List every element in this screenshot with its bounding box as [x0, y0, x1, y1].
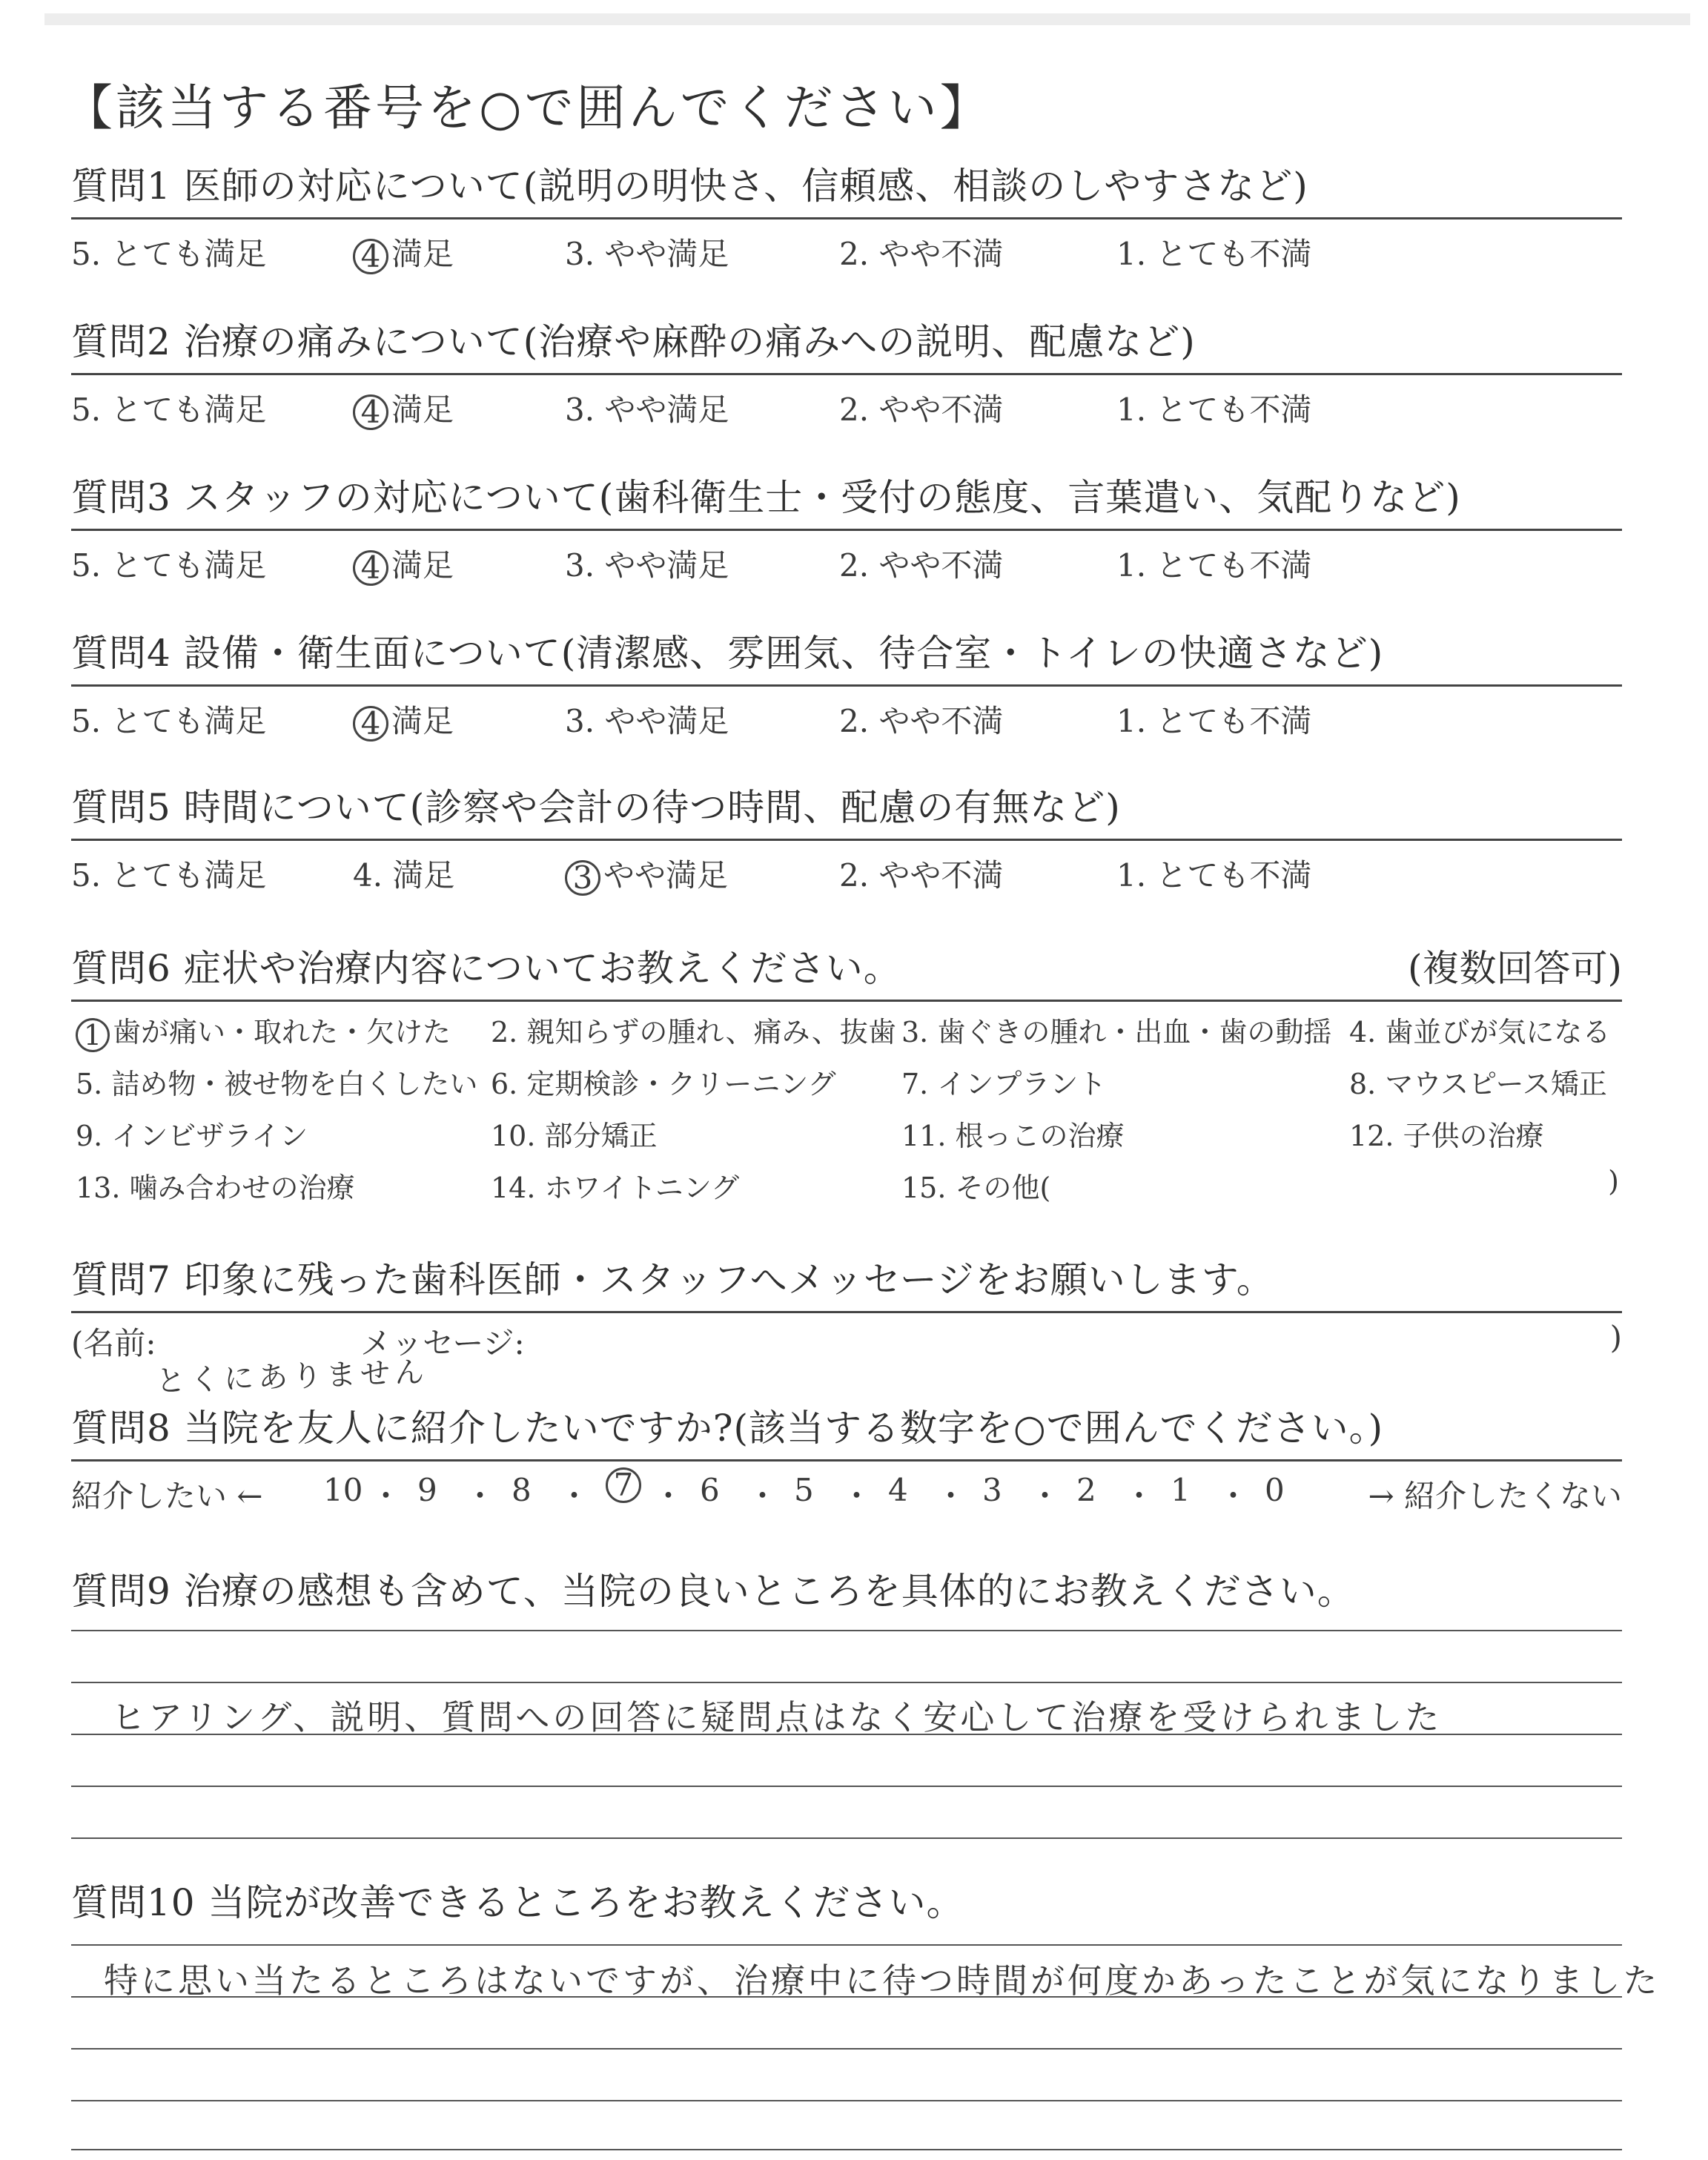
rating-options	[71, 219, 1622, 274]
rating-option[interactable]: 1. とても不満	[1116, 236, 1312, 272]
scale-number[interactable]: 2	[1076, 1472, 1096, 1508]
question-4-label: 質問4 設備・衛生面について(清潔感、雰囲気、待合室・トイレの快適さなど)	[71, 632, 1384, 675]
symptom-option[interactable]: 10. 部分矯正	[491, 1120, 658, 1152]
rating-options	[71, 375, 1622, 430]
selected-circle: 3	[565, 860, 600, 896]
q9-handwritten-answer: ヒアリング、説明、質問への回答に疑問点はなく安心して治療を受けられました	[111, 1697, 1443, 1737]
answer-rule	[71, 2149, 1622, 2150]
q7-handwritten-message: とくにありません	[155, 1355, 429, 1399]
rating-option[interactable]: 4 満足	[353, 230, 454, 274]
scale-separator: ・	[841, 1478, 873, 1514]
rating-option[interactable]: 1. とても不満	[1116, 703, 1312, 739]
rating-option[interactable]: 1. とても不満	[1116, 857, 1312, 894]
symptom-option[interactable]: 7. インプラント	[901, 1068, 1107, 1100]
rating-option[interactable]: 1. とても不満	[1116, 547, 1312, 584]
rating-option[interactable]: 5. とても満足	[71, 392, 267, 428]
symptom-option[interactable]: 6. 定期検診・クリーニング	[491, 1068, 836, 1100]
question-7-label: 質問7 印象に残った歯科医師・スタッフへメッセージをお願いします。	[71, 1258, 1274, 1301]
question-7	[71, 1253, 1622, 1361]
scale-separator: ・	[558, 1478, 590, 1514]
recommend-scale	[71, 1462, 1622, 1513]
scale-separator: ・	[1029, 1478, 1061, 1514]
scale-number[interactable]: 3	[982, 1472, 1002, 1508]
scan-edge	[44, 13, 1690, 25]
symptom-option[interactable]: 1 歯が痛い・取れた・欠けた	[76, 1009, 451, 1052]
rating-option[interactable]: 2. やや不満	[839, 392, 1004, 428]
selected-circle: 4	[353, 239, 388, 274]
rating-option[interactable]: 4 満足	[353, 697, 454, 742]
rating-options	[71, 687, 1622, 742]
selected-circle: 1	[76, 1018, 110, 1052]
scale-separator: ・	[935, 1478, 967, 1514]
question-3	[71, 471, 1622, 586]
answer-rule	[71, 1786, 1622, 1787]
page-title: 【該当する番号を○で囲んでください】	[64, 79, 992, 136]
scale-right-label: → 紹介したくない	[1368, 1478, 1622, 1514]
rating-option[interactable]: 1. とても不満	[1116, 392, 1312, 428]
symptom-option[interactable]: 4. 歯並びが気になる	[1349, 1016, 1611, 1048]
scale-separator: ・	[652, 1478, 684, 1514]
rating-option[interactable]: 3 やや満足	[565, 851, 728, 896]
selected-circle: 4	[353, 550, 388, 586]
q6-options-grid	[71, 1002, 1622, 1217]
other-close-paren: )	[1608, 1165, 1619, 1198]
question-5	[71, 781, 1622, 896]
question-1	[71, 159, 1622, 274]
symptom-option[interactable]: 2. 親知らずの腫れ、痛み、抜歯	[491, 1016, 896, 1048]
symptom-option[interactable]: 5. 詰め物・被せ物を白くしたい	[76, 1068, 478, 1100]
scale-number[interactable]: 9	[417, 1472, 437, 1508]
scale-number[interactable]: 6	[700, 1472, 720, 1508]
rating-option[interactable]: 5. とても満足	[71, 547, 267, 584]
answer-rule	[71, 1682, 1622, 1683]
scale-left-label: 紹介したい ←	[71, 1478, 263, 1514]
scale-separator: ・	[747, 1478, 778, 1514]
selected-circle: 4	[353, 706, 388, 742]
scale-number[interactable]: 5	[794, 1472, 814, 1508]
message-close-paren: )	[1609, 1319, 1622, 1355]
question-8	[71, 1401, 1622, 1513]
question-5-label: 質問5 時間について(診察や会計の待つ時間、配慮の有無など)	[71, 786, 1121, 829]
answer-rule	[71, 1630, 1622, 1631]
symptom-option[interactable]: 14. ホワイトニング	[491, 1172, 740, 1204]
question-10-label: 質問10 当院が改善できるところをお教えください。	[71, 1881, 964, 1924]
selected-circle: 4	[353, 394, 388, 430]
scale-separator: ・	[370, 1478, 402, 1514]
rating-option[interactable]: 5. とても満足	[71, 236, 267, 272]
rating-option[interactable]: 5. とても満足	[71, 703, 267, 739]
question-3-label: 質問3 スタッフの対応について(歯科衛生士・受付の態度、言葉遣い、気配りなど)	[71, 476, 1461, 519]
message-label: メッセージ:	[360, 1325, 525, 1361]
scale-separator: ・	[464, 1478, 496, 1514]
name-label: (名前:	[71, 1325, 156, 1361]
scale-number[interactable]: 0	[1265, 1472, 1285, 1508]
rating-options	[71, 841, 1622, 896]
scale-number[interactable]: 1	[1171, 1472, 1191, 1508]
scale-number[interactable]: 4	[888, 1472, 908, 1508]
question-2-label: 質問2 治療の痛みについて(治療や麻酔の痛みへの説明、配慮など)	[71, 320, 1196, 363]
scale-separator: ・	[1123, 1478, 1155, 1514]
symptom-option[interactable]: 9. インビザライン	[76, 1120, 308, 1152]
rating-option[interactable]: 4 満足	[353, 386, 454, 430]
rating-option[interactable]: 4. 満足	[353, 857, 455, 894]
symptom-option[interactable]: 13. 噛み合わせの治療	[76, 1172, 355, 1204]
rating-option[interactable]: 3. やや満足	[565, 392, 729, 428]
rating-option[interactable]: 4 満足	[353, 541, 454, 586]
question-9	[71, 1565, 1622, 1622]
rating-option[interactable]: 2. やや不満	[839, 857, 1004, 894]
rating-option[interactable]: 2. やや不満	[839, 547, 1004, 584]
symptom-option[interactable]: 8. マウスピース矯正	[1349, 1068, 1607, 1100]
rating-option[interactable]: 2. やや不満	[839, 703, 1004, 739]
q10-handwritten-answer: 特に思い当たるところはないですが、治療中に待つ時間が何度かあったことが気になりました	[104, 1961, 1661, 2001]
scale-number[interactable]: 7	[606, 1467, 641, 1503]
symptom-option[interactable]: 15. その他(	[901, 1172, 1051, 1204]
rating-options	[71, 531, 1622, 586]
question-6	[71, 942, 1622, 1217]
symptom-option[interactable]: 3. 歯ぐきの腫れ・出血・歯の動揺	[901, 1016, 1332, 1048]
symptom-option[interactable]: 11. 根っこの治療	[901, 1120, 1125, 1152]
rating-option[interactable]: 3. やや満足	[565, 236, 729, 272]
question-1-label: 質問1 医師の対応について(説明の明快さ、信頼感、相談のしやすさなど)	[71, 165, 1308, 208]
symptom-option[interactable]: 12. 子供の治療	[1349, 1120, 1544, 1152]
question-10	[71, 1876, 1622, 1934]
answer-rule	[71, 2100, 1622, 2101]
question-9-label: 質問9 治療の感想も含めて、当院の良いところを具体的にお教えください。	[71, 1570, 1355, 1613]
scale-separator: ・	[1217, 1478, 1249, 1514]
rating-option[interactable]: 3. やや満足	[565, 547, 729, 584]
question-4	[71, 627, 1622, 742]
answer-rule	[71, 2048, 1622, 2050]
rating-option[interactable]: 2. やや不満	[839, 236, 1004, 272]
scale-number[interactable]: 10	[323, 1472, 363, 1508]
multiple-answer-note: (複数回答可)	[1407, 947, 1622, 990]
question-6-label: 質問6 症状や治療内容についてお教えください。	[71, 947, 901, 990]
answer-rule	[71, 1944, 1622, 1946]
scale-number[interactable]: 8	[512, 1472, 532, 1508]
question-2	[71, 315, 1622, 430]
answer-rule	[71, 1837, 1622, 1839]
rating-option[interactable]: 5. とても満足	[71, 857, 267, 894]
question-8-label: 質問8 当院を友人に紹介したいですか?(該当する数字を○で囲んでください。)	[71, 1407, 1384, 1450]
rating-option[interactable]: 3. やや満足	[565, 703, 729, 739]
